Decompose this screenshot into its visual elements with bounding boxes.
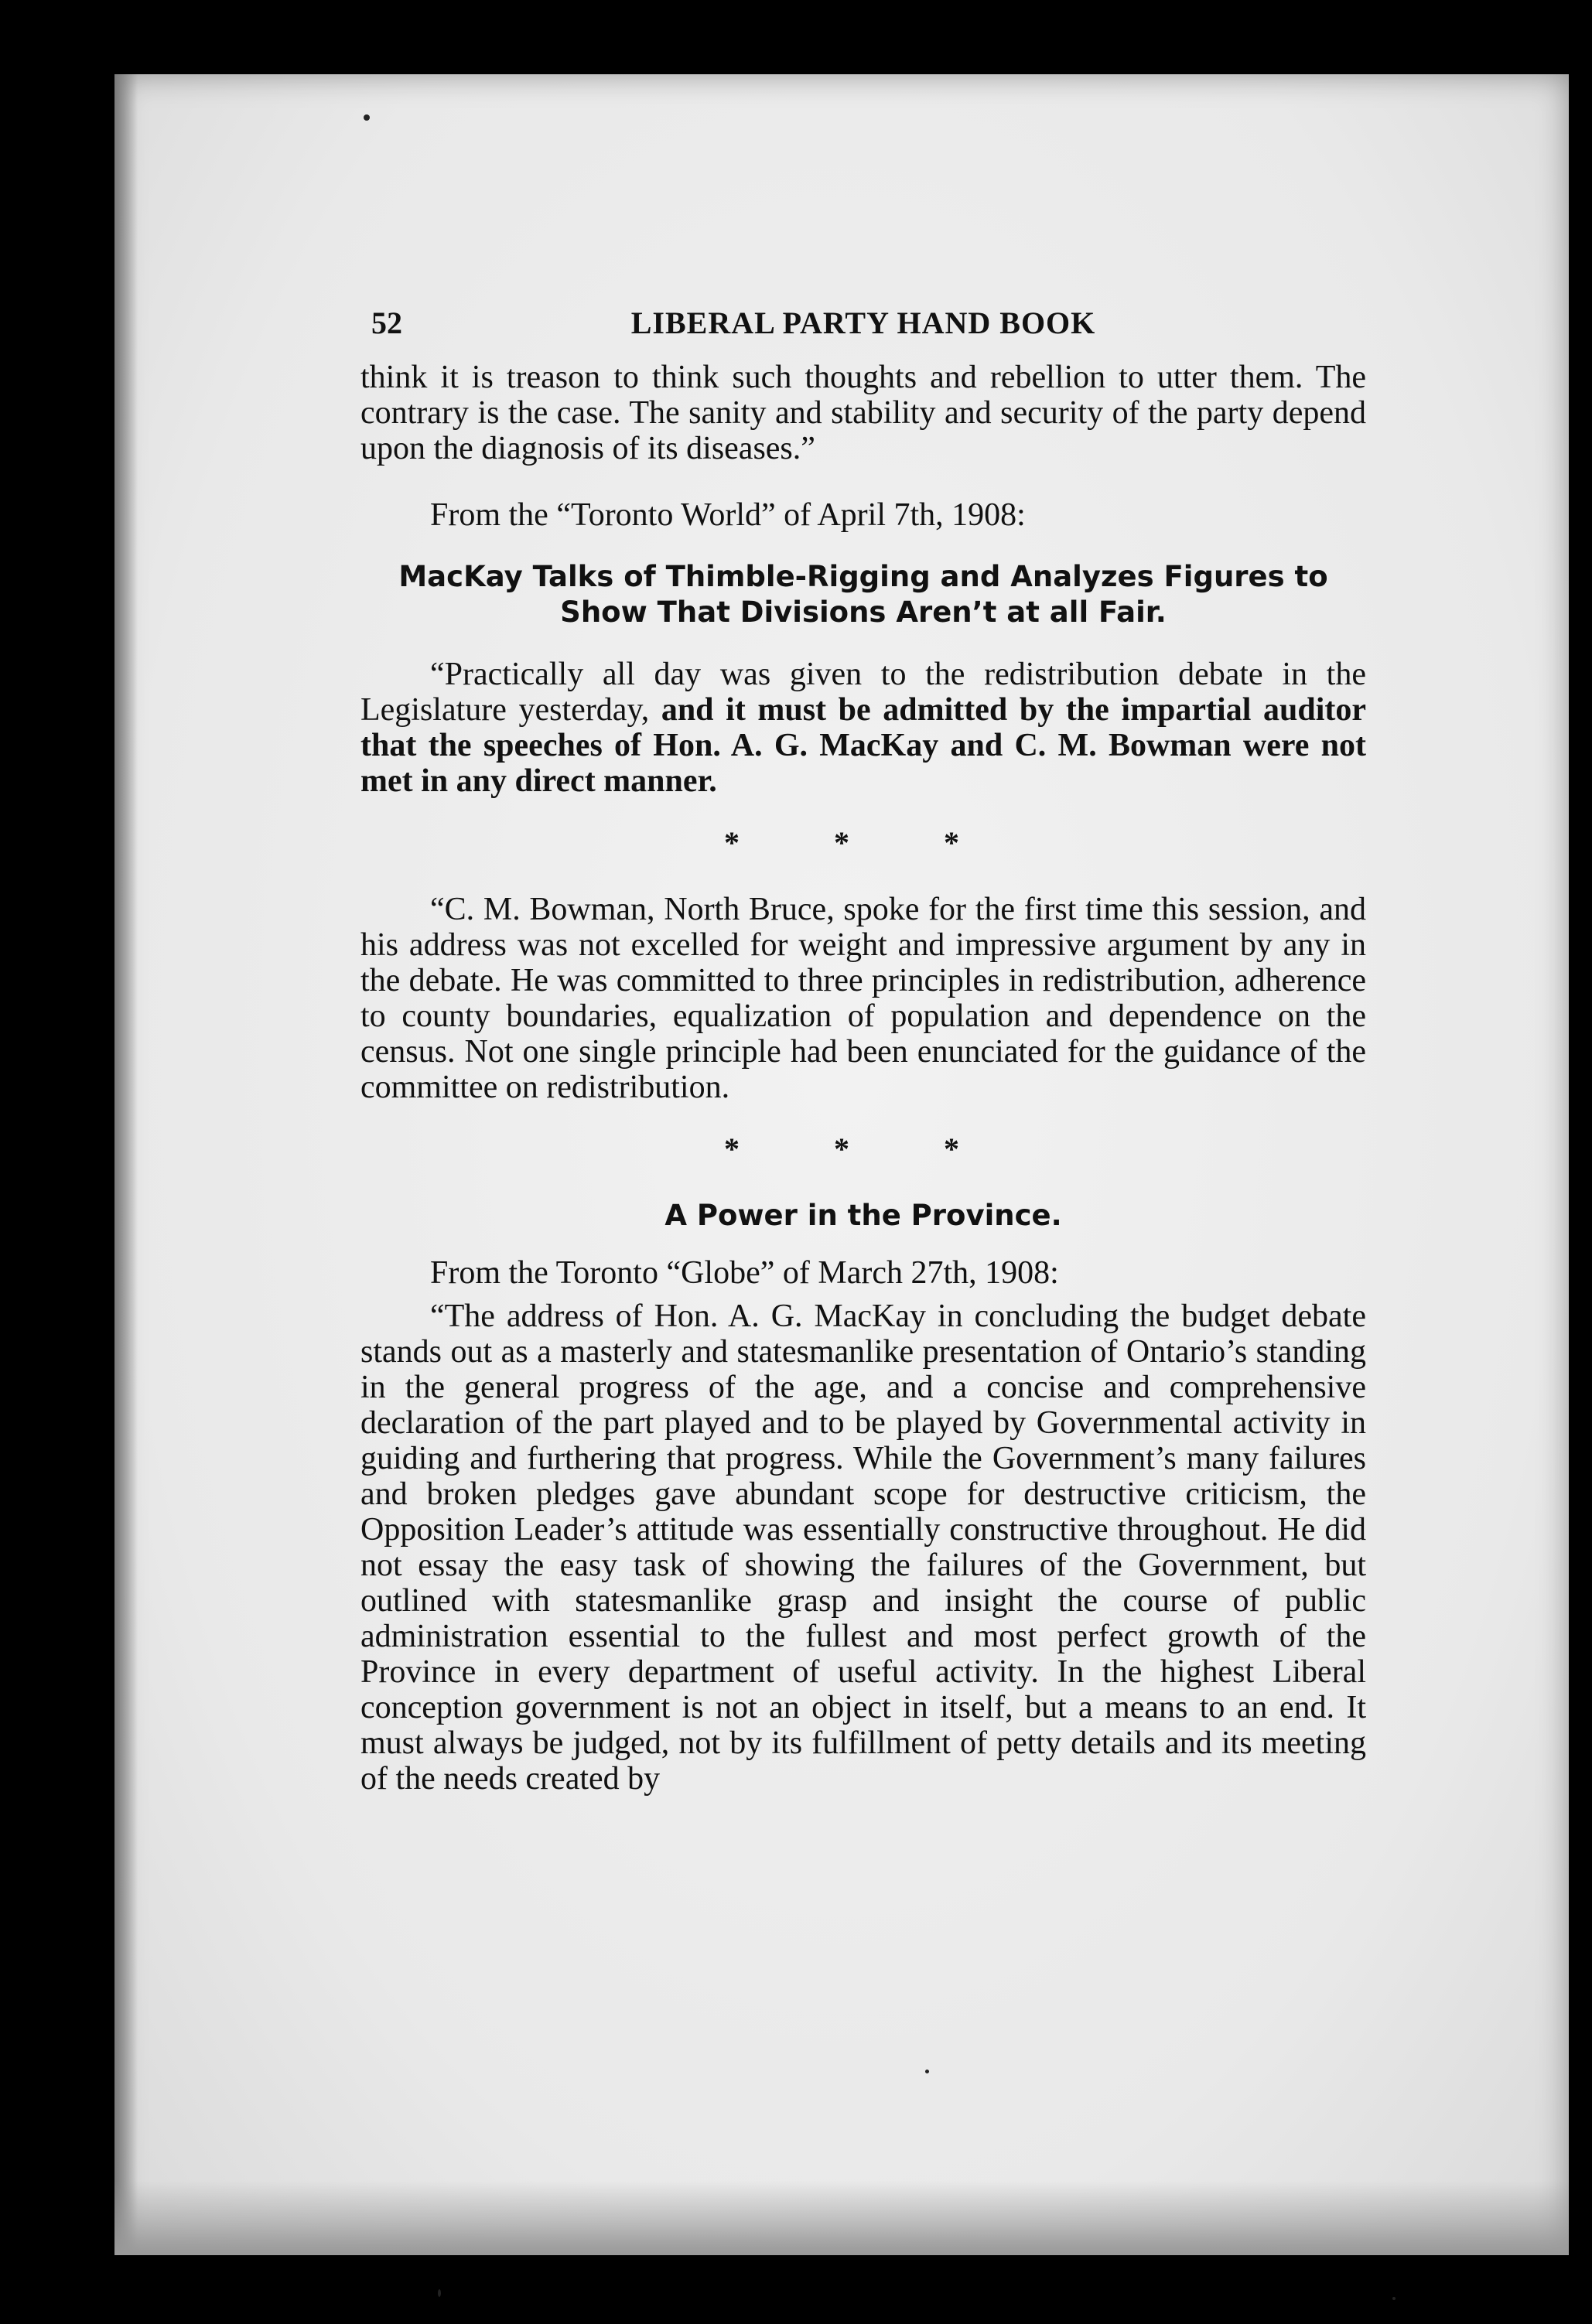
speck	[925, 2070, 929, 2073]
page-number: 52	[371, 305, 402, 340]
page-binding-shadow	[114, 74, 138, 2255]
paragraph-bowman: “C. M. Bowman, North Bruce, spoke for the first time this session, and his address was not excelled for weight and impressive argument by any in the debate. He was committed to three principles in redistribution, adherence to county boundaries, equalization of population and dependence on the census. Not one single principle had been enunciated for the guidance of the committee on redistribution.	[360, 892, 1366, 1105]
paragraph-mackay-address: “The address of Hon. A. G. MacKay in concluding the budget debate stands out as a masterly and statesmanlike presentation of Ontario’s standing in the general progress of the age, and a concise and comprehensive declaration of the part played and to be played by Governmental activity in guiding and furthering that progress. While the Government’s many failures and broken pledges gave abundant scope for destructive criticism, the Opposition Leader’s attitude was essentially constructive throughout. He did not essay the easy task of showing the failures of the Government, but outlined with statesmanlike grasp and insight the course of public administration essential to the fullest and most perfect growth of the Province in every department of useful activity. In the highest Liberal conception government is not an object in itself, but a means to an end. It must always be judged, not by its fulfillment of petty details and its meeting of the needs created by	[360, 1299, 1366, 1797]
paragraph-redistribution-text: “Practically all day was given to the redistribution debate in the Legislature yesterday,	[360, 657, 1366, 728]
running-head: LIBERAL PARTY HAND BOOK	[630, 305, 1096, 340]
speck	[1392, 2297, 1396, 2300]
page-text	[360, 305, 1366, 1823]
source-line-toronto-world: From the “Toronto World” of April 7th, 1908:	[430, 497, 1026, 533]
subheading-power-in-province: A Power in the Province.	[664, 1199, 1062, 1232]
speck	[364, 114, 370, 121]
section-break-asterisks: * * *	[724, 825, 1003, 860]
page-header	[360, 305, 1366, 352]
page-bottom-shadow	[114, 2181, 1569, 2255]
headline-thimble-rigging: MacKay Talks of Thimble-Rigging and Analyzes Figures to Show That Divisions Aren’t at all Fair.	[398, 560, 1328, 629]
paragraph-redistribution-bold: and it must be admitted by the impartial auditor that the speeches of Hon. A. G. MacKay and C. M. Bowman were not met in any direct manner.	[360, 692, 1367, 799]
source-line-toronto-globe: From the Toronto “Globe” of March 27th, 1908:	[430, 1255, 1059, 1291]
paragraph-redistribution-debate	[360, 657, 1366, 799]
section-break-asterisks: * * *	[724, 1131, 1003, 1166]
speck	[438, 2289, 441, 2297]
paragraph-continuation: think it is treason to think such thoughts and rebellion to utter them. The contrary is the case. The sanity and stability and security of the party depend upon the diagnosis of its diseases.”	[360, 360, 1366, 466]
